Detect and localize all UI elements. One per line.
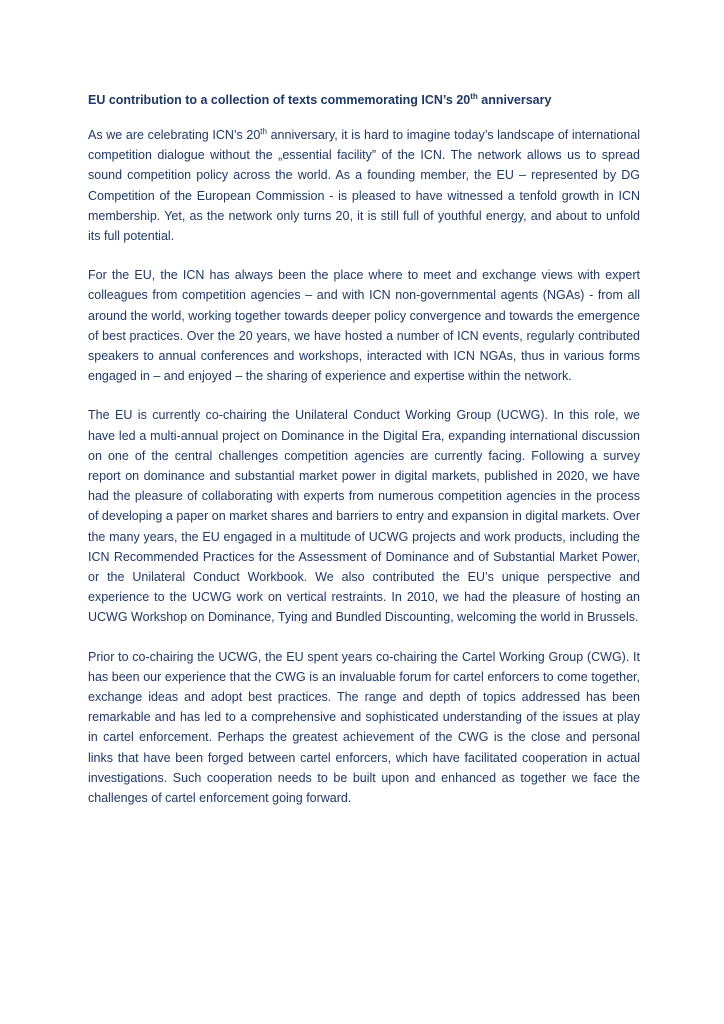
- title-text: EU contribution to a collection of texts commemorating ICN’s 20: [88, 93, 471, 107]
- title-superscript: th: [470, 91, 478, 101]
- document-title: [88, 92, 640, 108]
- paragraph-2: For the EU, the ICN has always been the place where to meet and exchange views with expert colleagues from competition agencies – and with ICN non-governmental agents (NGAs) - from all around the world, working together towards deeper policy convergence and towards the emergence of best practices. Over the 20 years, we have hosted a number of ICN events, regularly contributed speakers to annual conferences and workshops, interacted with ICN NGAs, thus in various forms engaged in – and enjoyed – the sharing of experience and expertise within the network.: [88, 268, 640, 384]
- paragraph-1-text-end: anniversary, it is hard to imagine today’s landscape of international competition dialogue without the „essential facility” of the ICN. The network allows us to spread sound competition policy across the world. As a founding member, the EU – represented by DG Competition of the European Commission - is pleased to have witnessed a tenfold growth in ICN membership. Yet, as the network only turns 20, it is still full of youthful energy, and about to unfold its full potential.: [88, 128, 641, 244]
- document-body: [88, 92, 640, 827]
- paragraph-3: The EU is currently co-chairing the Unilateral Conduct Working Group (UCWG). In this role, we have led a multi-annual project on Dominance in the Digital Era, expanding international discussion on one of the central challenges competition agencies are currently facing. Following a survey report on dominance and substantial market power in digital markets, published in 2020, we have had the pleasure of collaborating with experts from numerous competition agencies in the process of developing a paper on market shares and barriers to entry and expansion in digital markets. Over the many years, the EU engaged in a multitude of UCWG projects and work products, including the ICN Recommended Practices for the Assessment of Dominance and of Substantial Market Power, or the Unilateral Conduct Workbook. We also contributed the EU’s unique perspective and experience to the UCWG work on vertical restraints. In 2010, we had the pleasure of hosting an UCWG Workshop on Dominance, Tying and Bundled Discounting, welcoming the world in Brussels.: [88, 408, 640, 625]
- paragraph-4: Prior to co-chairing the UCWG, the EU spent years co-chairing the Cartel Working Group (CWG). It has been our experience that the CWG is an invaluable forum for cartel enforcers to come together, exchange ideas and adopt best practices. The range and depth of topics addressed has been remarkable and has led to a comprehensive and sophisticated understanding of the issues at play in cartel enforcement. Perhaps the greatest achievement of the CWG is the close and personal links that have been forged between cartel enforcers, which have facilitated cooperation in actual investigations. Such cooperation needs to be built upon and enhanced as together we face the challenges of cartel enforcement going forward.: [88, 649, 640, 806]
- title-text-end: anniversary: [477, 93, 552, 107]
- paragraph-1-text: As we are celebrating ICN’s 20: [88, 128, 261, 142]
- paragraph-1-superscript: th: [260, 126, 267, 136]
- paragraph-1: [88, 125, 640, 246]
